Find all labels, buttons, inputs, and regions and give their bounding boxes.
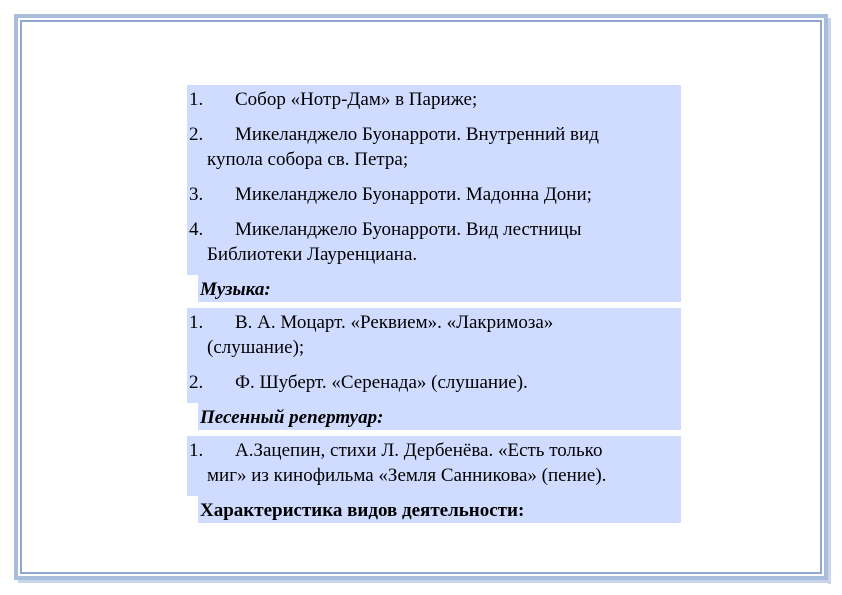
list-item-text-continued: купола собора св. Петра; bbox=[207, 149, 409, 170]
list-item-text: А.Зацепин, стихи Л. Дербенёва. «Есть только bbox=[235, 440, 603, 461]
list-item-music-2 bbox=[187, 368, 681, 403]
list-number: 1. bbox=[189, 89, 204, 110]
heading-activities-wrap bbox=[187, 496, 681, 529]
frame-shadow-bottom bbox=[18, 580, 831, 583]
list-item-text: Собор «Нотр-Дам» в Париже; bbox=[235, 89, 478, 110]
list-number: 3. bbox=[189, 184, 204, 205]
list-item-text: Микеланджело Буонарроти. Вид лестницы bbox=[235, 219, 582, 240]
list-item-text: Микеланджело Буонарроти. Внутренний вид bbox=[235, 124, 599, 145]
list-item-art-2 bbox=[187, 120, 681, 180]
list-item-song-1 bbox=[187, 436, 681, 496]
list-item-text-continued: миг» из кинофильма «Земля Санникова» (пение). bbox=[207, 465, 607, 486]
heading-activities: Характеристика видов деятельности: bbox=[198, 496, 681, 523]
list-number: 2. bbox=[189, 372, 204, 393]
list-item-art-1 bbox=[187, 85, 681, 120]
list-number: 1. bbox=[189, 440, 204, 461]
heading-songs-wrap bbox=[187, 403, 681, 436]
slide-content bbox=[187, 85, 681, 529]
list-item-text-continued: Библиотеки Лауренциана. bbox=[207, 244, 418, 265]
list-item-text: В. А. Моцарт. «Реквием». «Лакримоза» bbox=[235, 312, 554, 333]
list-item-music-1 bbox=[187, 308, 681, 368]
list-item-text: Ф. Шуберт. «Серенада» (слушание). bbox=[235, 372, 528, 393]
list-item-text: Микеланджело Буонарроти. Мадонна Дони; bbox=[235, 184, 592, 205]
list-number: 2. bbox=[189, 124, 204, 145]
list-number: 1. bbox=[189, 312, 204, 333]
heading-music-wrap bbox=[187, 275, 681, 308]
heading-music: Музыка: bbox=[198, 275, 681, 302]
frame-shadow-right bbox=[828, 18, 831, 584]
heading-songs: Песенный репертуар: bbox=[198, 403, 681, 430]
list-number: 4. bbox=[189, 219, 204, 240]
list-item-text-continued: (слушание); bbox=[207, 337, 305, 358]
list-item-art-4 bbox=[187, 215, 681, 275]
list-item-art-3 bbox=[187, 180, 681, 215]
